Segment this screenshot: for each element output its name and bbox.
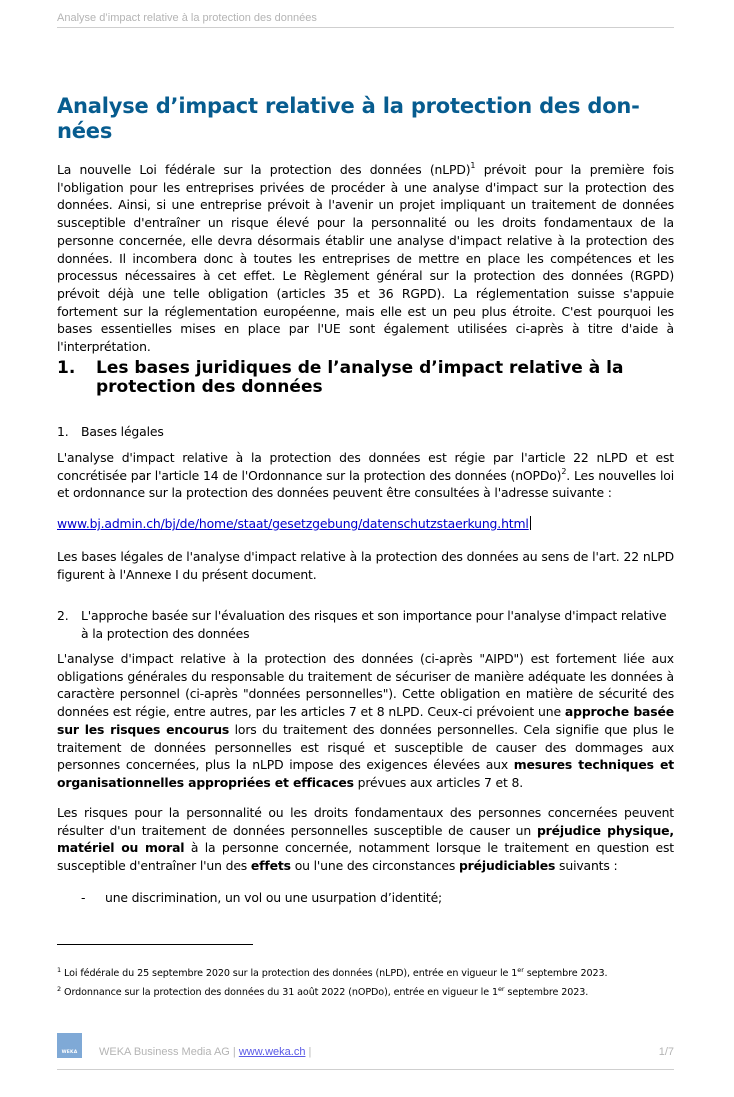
- ordinal-sup: er: [517, 966, 524, 974]
- subsection-number: 1.: [57, 424, 69, 439]
- text: Les risques pour la personnalité ou les droits fondamentaux des personnes concernées peuvent résulter d'un traitement de données personnelles susceptible de causer un: [57, 805, 674, 838]
- page-title: [57, 94, 674, 144]
- section-title: Les bases juridiques de l’analyse d’impact relative à la protection des données: [96, 358, 624, 397]
- page-number: 1/7: [658, 1046, 674, 1058]
- running-header: Analyse d’impact relative à la protection des données: [57, 12, 674, 28]
- text: ou l'une des circonstances: [290, 858, 459, 874]
- footnote-number: 1: [57, 966, 62, 974]
- bold-text: préjudiciables: [458, 858, 556, 874]
- admin-link[interactable]: www.bj.admin.ch/bj/de/home/staat/gesetzgebung/datenschutzstaerkung.html: [57, 516, 529, 531]
- footnote-1: [57, 968, 674, 980]
- footnote-separator: [57, 944, 253, 945]
- intro-text-cont: prévoit pour la première fois l'obligation pour les entreprises privées de procéder à une analyse d'impact sur la protection des données. Ainsi, si une entreprise prévoit à l'avenir un projet impliquant un traitement de données susceptible d'entraîner un risque élevé pour la personnalité ou les droits fondamentaux de la personne concernée, elle devra désormais établir une analyse d'impact relative à la protection des données. Il incombera donc à toutes les entreprises de mettre en place les compétences et les processus nécessaires à cet effet. Le Règlement général sur la protection des données (RGPD) prévoit déjà une telle obligation (articles 35 et 36 RGPD). La réglementation suisse s'appuie fortement sur la réglementation européenne, mais elle est un peu plus étroite. C'est pourquoi les bases essentielles mises en place par l'UE sont également utilisées ci-après à titre d'aide à l'interprétation.: [57, 162, 674, 355]
- legal-text-cont: . Les nouvelles loi et ordonnance sur la protection des données peuvent être consultées à l'adresse suivante :: [57, 467, 674, 501]
- subsection-title: Bases légales: [81, 424, 164, 439]
- annex-paragraph: Les bases légales de l'analyse d'impact relative à la protection des données au sens de l'art. 22 nLPD figurent à l'Annexe I du présent document.: [57, 549, 674, 582]
- bullet-marker: -: [81, 890, 86, 905]
- text: prévues aux articles 7 et 8.: [353, 774, 524, 790]
- bold-text: préjudice physique, matériel ou moral: [57, 822, 674, 856]
- bold-text: mesures techniques et organisationnelles appropriées et efficaces: [57, 757, 674, 790]
- subsection-2-heading: [57, 607, 674, 642]
- company-name: WEKA Business Media AG |: [99, 1046, 239, 1058]
- subsection-1-heading: [57, 423, 674, 441]
- footnote-text: septembre 2023.: [523, 968, 608, 979]
- risk-approach-paragraph: [57, 650, 674, 792]
- text: L'analyse d'impact relative à la protection des données (ci-après "AIPD") est fortement liée aux obligations générales du responsable du traitement de sécuriser de manière adéquate les données à caractère personnel (ci-après "données personnelles"). Cette obligation en matière de sécurité des données est régie, entre autres, par les articles 7 et 8 nLPD. Ceux-ci prévoient une: [57, 651, 674, 720]
- footnote-ref-2[interactable]: 2: [561, 466, 567, 476]
- weka-logo-icon: WEKA: [57, 1033, 82, 1058]
- page-footer: [57, 1033, 674, 1070]
- ordinal-sup: er: [498, 985, 505, 993]
- section-number: 1.: [57, 358, 76, 378]
- title-line2: nées: [57, 119, 113, 143]
- footer-company: [99, 1046, 311, 1058]
- list-item: [57, 889, 674, 907]
- title-line1: Analyse d’impact relative à la protection des don-: [57, 94, 640, 118]
- separator: |: [305, 1046, 312, 1058]
- text: suivants :: [555, 858, 618, 874]
- text-cursor: [530, 516, 531, 530]
- footnote-number: 2: [57, 985, 62, 993]
- footnote-ref-1[interactable]: 1: [470, 161, 476, 170]
- text: à la personne concernée, notamment lorsque le traitement en question est susceptible d'entraîner l'un des: [57, 840, 674, 874]
- subsection-title: L'approche basée sur l'évaluation des risques et son importance pour l'analyse d'impact relative à la protection des données: [81, 608, 667, 641]
- bold-text: effets: [250, 858, 291, 874]
- footnote-2: [57, 987, 674, 999]
- footnote-text: Ordonnance sur la protection des données du 31 août 2022 (nOPDo), entrée en vigueur le 1: [64, 987, 498, 998]
- subsection-number: 2.: [57, 608, 69, 623]
- admin-link-wrapper: [57, 515, 531, 532]
- bold-text: approche basée sur les risques encourus: [57, 704, 674, 737]
- intro-text: La nouvelle Loi fédérale sur la protection des données (nLPD): [57, 162, 471, 177]
- section-1-heading: [57, 359, 674, 397]
- legal-text: L'analyse d'impact relative à la protection des données est régie par l'article 22 nLPD et est concrétisée par l'article 14 de l'Ordonnance sur la protection des données (nOPDo): [57, 450, 674, 483]
- legal-bases-paragraph: [57, 449, 674, 502]
- footnote-text: Loi fédérale du 25 septembre 2020 sur la protection des données (nLPD), entrée en vigueur le 1: [64, 968, 518, 979]
- list-item-text: une discrimination, un vol ou une usurpation d’identité;: [105, 890, 443, 905]
- text: lors du traitement des données personnelles. Cela signifie que plus le traitement de données personnelles est risqué et susceptible de causer des dommages aux personnes concernées, plus la nLPD impose des exigences élevées aux: [57, 721, 675, 773]
- weka-website-link[interactable]: www.weka.ch: [238, 1046, 306, 1058]
- footnote-text: septembre 2023.: [504, 987, 589, 998]
- intro-paragraph: [57, 161, 674, 356]
- risks-paragraph: [57, 804, 674, 875]
